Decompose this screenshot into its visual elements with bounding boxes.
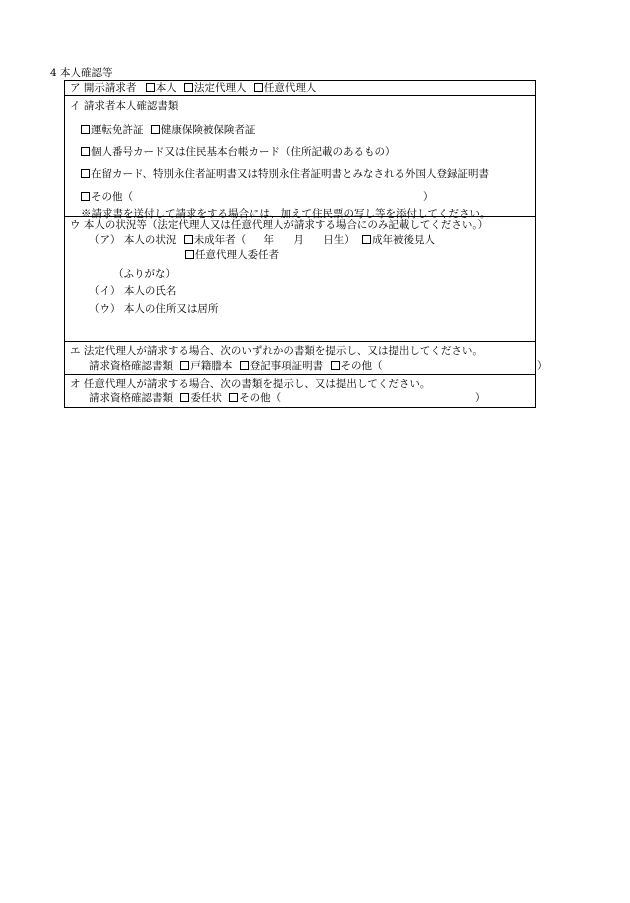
option-self: 本人: [155, 82, 177, 94]
option-health-insurance: 健康保険被保険者証: [160, 124, 256, 136]
checkbox-family-register[interactable]: [180, 361, 189, 370]
legal-representative-title: エ 法定代理人が請求する場合、次のいずれかの書類を提示し、又は提出してください。: [70, 345, 483, 357]
checkbox-legal-other[interactable]: [331, 361, 340, 370]
requester-type-label: ア 開示請求者: [70, 82, 137, 94]
checkbox-minor[interactable]: [184, 235, 193, 244]
option-registry-certificate: 登記事項証明書: [249, 360, 324, 372]
voluntary-agent-section: [65, 375, 535, 407]
birth-day-label: 日生）: [323, 234, 355, 246]
other-document-close: ）: [423, 191, 434, 203]
identity-documents-section: [65, 96, 535, 220]
mailing-note: ※請求書を送付して請求をする場合には、加えて住民票の写し等を添付してください。: [81, 208, 491, 220]
legal-other-close: ）: [537, 360, 548, 372]
option-minor: 未成年者（: [193, 234, 247, 246]
option-residence-card: 在留カード、特別永住者証明書又は特別永住者証明書とみなされる外国人登録証明書: [91, 168, 490, 180]
option-power-of-attorney: 委任状: [190, 392, 222, 404]
checkbox-registry-certificate[interactable]: [240, 361, 249, 370]
legal-representative-section: [65, 342, 548, 375]
section-heading: 4 本人確認等: [50, 67, 113, 79]
identity-verification-form: [64, 80, 548, 408]
principal-status-section: [65, 217, 535, 342]
option-drivers-license: 運転免許証: [91, 124, 144, 136]
option-voluntary-other: その他（: [239, 392, 282, 404]
identity-documents-title: イ 請求者本人確認書類: [70, 100, 179, 112]
principal-name-label: （イ） 本人の氏名: [89, 285, 177, 297]
checkbox-residence-card[interactable]: [81, 169, 90, 178]
option-adult-guardian: 成年被後見人: [372, 234, 436, 246]
checkbox-delegator[interactable]: [185, 250, 194, 259]
option-my-number-card: 個人番号カード又は住民基本台帳カード（住所記載のあるもの）: [91, 146, 396, 158]
checkbox-power-of-attorney[interactable]: [180, 393, 189, 402]
principal-status-label: （ア） 本人の状況: [89, 234, 177, 246]
voluntary-other-close: ）: [475, 392, 486, 404]
option-voluntary-agent: 任意代理人: [263, 82, 317, 94]
furigana-label: （ふりがな）: [113, 268, 176, 280]
principal-status-title: ウ 本人の状況等（法定代理人又は任意代理人が請求する場合にのみ記載してください。）: [70, 219, 489, 231]
checkbox-self[interactable]: [146, 83, 155, 92]
option-family-register: 戸籍謄本: [190, 360, 233, 372]
checkbox-voluntary-other[interactable]: [229, 393, 238, 402]
option-legal-other: その他（: [340, 360, 383, 372]
voluntary-agent-title: オ 任意代理人が請求する場合、次の書類を提示し、又は提出してください。: [70, 378, 431, 390]
checkbox-health-insurance[interactable]: [151, 125, 160, 134]
checkbox-drivers-license[interactable]: [81, 125, 90, 134]
checkbox-other-document[interactable]: [81, 192, 90, 201]
option-legal-representative: 法定代理人: [194, 82, 247, 94]
requester-type-section: [65, 81, 535, 96]
legal-docs-label: 請求資格確認書類: [89, 360, 173, 372]
checkbox-my-number-card[interactable]: [81, 147, 90, 156]
option-delegator: 任意代理人委任者: [195, 249, 279, 261]
checkbox-legal-representative[interactable]: [184, 83, 193, 92]
checkbox-voluntary-agent[interactable]: [254, 83, 263, 92]
option-other-document: その他（: [91, 191, 133, 203]
principal-address-label: （ウ） 本人の住所又は居所: [89, 303, 219, 315]
birth-month-label: 月: [293, 234, 304, 246]
birth-year-label: 年: [263, 234, 275, 246]
checkbox-adult-guardian[interactable]: [362, 235, 371, 244]
voluntary-docs-label: 請求資格確認書類: [89, 392, 173, 404]
